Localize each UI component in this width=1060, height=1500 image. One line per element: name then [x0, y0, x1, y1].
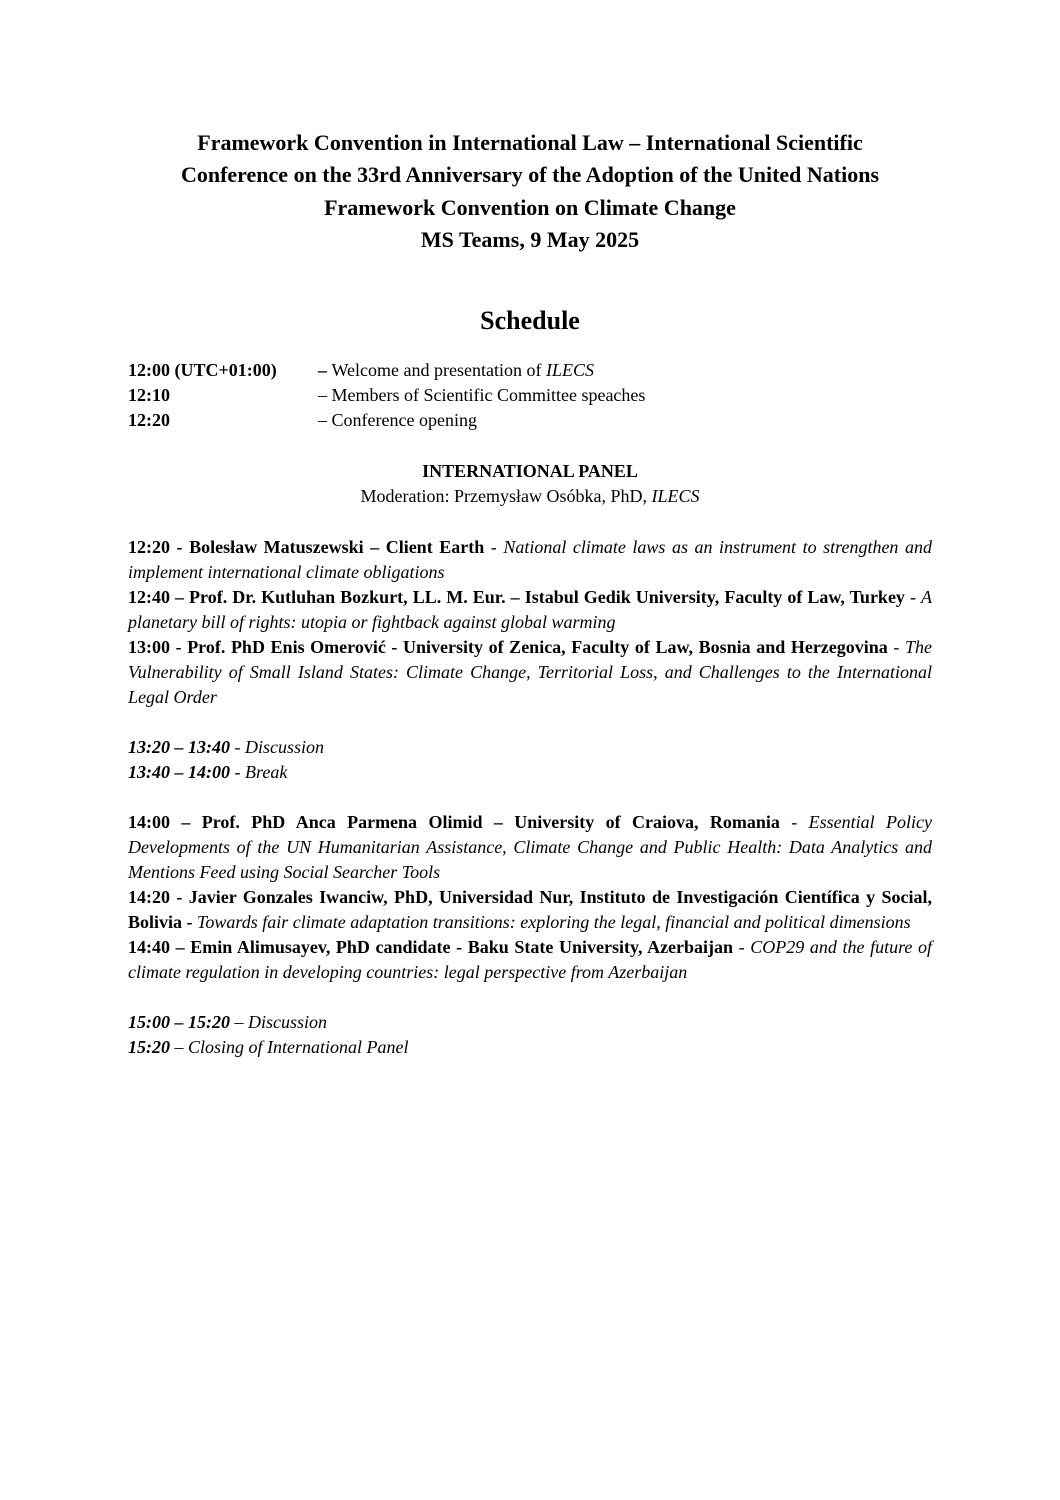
- break-item: 13:20 – 13:40 - Discussion: [128, 737, 324, 757]
- break-item: 15:20 – Closing of International Panel: [128, 1037, 409, 1057]
- talk-item: 14:20 - Javier Gonzales Iwanciw, PhD, Universidad Nur, Instituto de Investigación Científica y Social, Bolivia - Towards fair climate adaptation transitions: exploring the legal, financial and political dimensions: [128, 887, 932, 932]
- program-time: 12:20: [128, 410, 170, 430]
- title-line: Framework Convention in International Law – International Scientific: [197, 130, 863, 155]
- program-item: – Members of Scientific Committee speaches: [318, 385, 646, 405]
- break-item: 13:40 – 14:00 - Break: [128, 762, 288, 782]
- document-title: [100, 127, 960, 256]
- schedule-heading: Schedule: [480, 306, 580, 335]
- program-time: 12:00 (UTC+01:00): [128, 360, 277, 380]
- program-item: – Welcome and presentation of ILECS: [318, 360, 594, 380]
- program-row: [128, 408, 658, 433]
- panel-program: [128, 535, 932, 1060]
- opening-program: [128, 358, 658, 433]
- title-line: Conference on the 33rd Anniversary of the Adoption of the United Nations: [180, 162, 880, 188]
- program-row: [128, 383, 658, 408]
- talk-item: 12:40 – Prof. Dr. Kutluhan Bozkurt, LL. M. Eur. – Istabul Gedik University, Faculty of Law, Turkey - A planetary bill of rights: utopia or fightback against global warming: [128, 587, 932, 632]
- program-time: 12:10: [128, 385, 170, 405]
- panel-header: [0, 459, 1060, 509]
- title-line: Framework Convention on Climate Change: [324, 194, 736, 220]
- panel-moderation: Moderation: Przemysław Osóbka, PhD, ILECS: [360, 486, 700, 506]
- program-row: [128, 358, 658, 383]
- program-item: – Conference opening: [318, 410, 477, 430]
- talk-item: 13:00 - Prof. PhD Enis Omerović - University of Zenica, Faculty of Law, Bosnia and Herzegovina - The Vulnerability of Small Island States: Climate Change, Territorial Loss, and Challenges to the International Legal Order: [128, 637, 932, 707]
- talk-item: 14:00 – Prof. PhD Anca Parmena Olimid – University of Craiova, Romania - Essential Policy Developments of the UN Humanitarian Assistance, Climate Change and Public Health: Data Analytics and Mentions Feed using Social Searcher Tools: [128, 812, 932, 882]
- talk-item: 12:20 - Bolesław Matuszewski – Client Earth - National climate laws as an instrument to strengthen and implement international climate obligations: [128, 537, 932, 582]
- panel-title: INTERNATIONAL PANEL: [422, 461, 638, 481]
- title-line: MS Teams, 9 May 2025: [420, 226, 640, 252]
- talk-item: 14:40 – Emin Alimusayev, PhD candidate - Baku State University, Azerbaijan - COP29 and the future of climate regulation in developing countries: legal perspective from Azerbaijan: [128, 937, 932, 982]
- break-item: 15:00 – 15:20 – Discussion: [128, 1012, 328, 1032]
